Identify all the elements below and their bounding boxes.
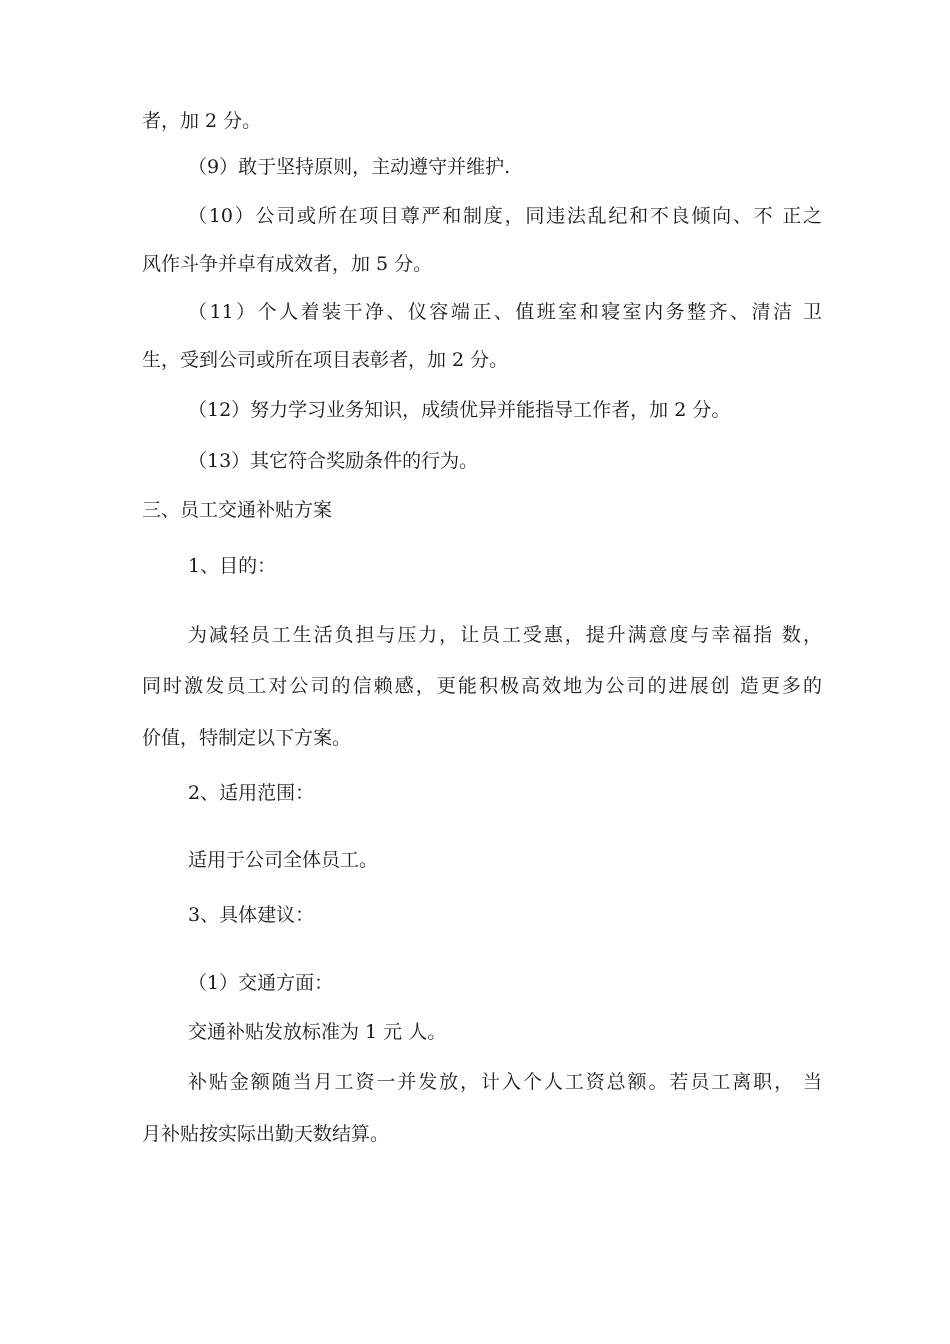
paragraph-line: 生，受到公司或所在项目表彰者，加 2 分。 [142,349,509,371]
paragraph-line: 补贴金额随当月工资一并发放，计入个人工资总额。若员工离职， 当 [188,1071,822,1093]
paragraph-line: 月补贴按实际出勤天数结算。 [142,1123,390,1145]
section-heading: 三、员工交通补贴方案 [142,499,333,521]
paragraph-line: （11）个人着装干净、仪容端正、值班室和寝室内务整齐、清洁 卫 [188,301,822,323]
list-item-heading: （1）交通方面： [188,972,334,994]
paragraph-line: （9）敢于坚持原则，主动遵守并维护. [188,156,511,178]
paragraph-line: 价值，特制定以下方案。 [142,727,352,749]
subsection-heading: 1、目的： [188,555,277,577]
paragraph-line: 交通补贴发放标准为 1 元 人。 [188,1021,447,1043]
paragraph-line: 者，加 2 分。 [142,110,262,132]
subsection-heading: 3、具体建议： [188,904,315,926]
subsection-heading: 2、适用范围： [188,782,315,804]
paragraph-line: （13）其它符合奖励条件的行为。 [188,450,479,472]
paragraph-line: 风作斗争并卓有成效者，加 5 分。 [142,253,433,275]
paragraph-line: （12）努力学习业务知识，成绩优异并能指导工作者，加 2 分。 [188,399,731,421]
paragraph-line: （10）公司或所在项目尊严和制度，同违法乱纪和不良倾向、不 正之 [188,205,822,227]
paragraph-line: 适用于公司全体员工。 [188,849,379,871]
paragraph-line: 为减轻员工生活负担与压力，让员工受惠，提升满意度与幸福指 数， [188,624,822,646]
paragraph-line: 同时激发员工对公司的信赖感，更能积极高效地为公司的进展创 造更多的 [142,675,822,697]
